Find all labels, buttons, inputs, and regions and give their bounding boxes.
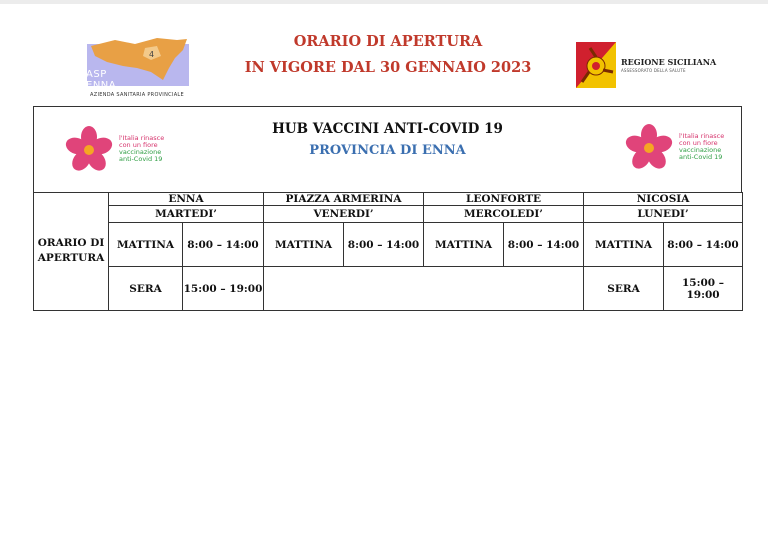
asp-logo-line2: ENNA [86, 80, 117, 91]
hub-title: HUB VACCINI ANTI-COVID 19 [272, 121, 503, 137]
hub-subtitle: PROVINCIA DI ENNA [309, 143, 466, 158]
location-name: PIAZZA ARMERINA [264, 193, 424, 206]
campaign-logo-right [624, 123, 724, 173]
schedule-table [33, 192, 743, 311]
regione-subtitle: ASSESSORATO DELLA SALUTE [621, 68, 686, 73]
hub-header-box [33, 106, 742, 193]
primula-flower-icon [624, 123, 674, 173]
mattina-row [34, 223, 743, 267]
location-name: ENNA [109, 193, 264, 206]
location-name: NICOSIA [584, 193, 743, 206]
campaign-logo-line2: con un fiore [119, 141, 158, 149]
map-number: 4 [149, 50, 155, 59]
location-day: MARTEDI’ [109, 206, 264, 223]
row-label: ORARIO DI APERTURA [37, 237, 105, 265]
shift-label: MATTINA [264, 223, 344, 267]
shift-hours: 8:00 – 14:00 [504, 223, 584, 267]
shift-label: SERA [584, 267, 664, 311]
shift-hours: 15:00 – 19:00 [664, 267, 743, 311]
sera-row [34, 267, 743, 311]
row-label-cell [34, 193, 109, 311]
location-day: MERCOLEDI’ [424, 206, 584, 223]
primula-flower-icon [64, 125, 114, 175]
location-day: VENERDI’ [264, 206, 424, 223]
regione-siciliana-emblem-icon [576, 42, 616, 88]
shift-label: MATTINA [424, 223, 504, 267]
shift-label: SERA [109, 267, 183, 311]
shift-hours: 8:00 – 14:00 [183, 223, 264, 267]
regione-name: REGIONE SICILIANA [621, 57, 717, 67]
shift-label: MATTINA [109, 223, 183, 267]
campaign-logo-line1: l'Italia rinasce [119, 134, 165, 142]
asp-logo-line1: ASP [86, 69, 107, 80]
campaign-logo-line3: vaccinazione [119, 148, 162, 156]
page-title-line1: ORARIO DI APERTURA [293, 33, 483, 50]
shift-hours: 15:00 – 19:00 [183, 267, 264, 311]
campaign-logo-line2: con un fiore [679, 139, 718, 147]
campaign-logo-line3: vaccinazione [679, 146, 722, 154]
asp-enna-logo [80, 36, 194, 102]
day-row [34, 206, 743, 223]
shift-label: MATTINA [584, 223, 664, 267]
location-day: LUNEDI’ [584, 206, 743, 223]
asp-logo-subtitle: AZIENDA SANITARIA PROVINCIALE [90, 92, 184, 98]
location-header-row [34, 193, 743, 206]
campaign-logo-line4: anti-Covid 19 [679, 153, 723, 161]
empty-cell [264, 267, 584, 311]
shift-hours: 8:00 – 14:00 [344, 223, 424, 267]
campaign-logo-line1: l'Italia rinasce [679, 132, 725, 140]
campaign-logo-line4: anti-Covid 19 [119, 155, 163, 163]
top-border [0, 0, 768, 4]
page-title-line2: IN VIGORE DAL 30 GENNAIO 2023 [244, 59, 532, 76]
campaign-logo-left [64, 125, 164, 175]
shift-hours: 8:00 – 14:00 [664, 223, 743, 267]
location-name: LEONFORTE [424, 193, 584, 206]
